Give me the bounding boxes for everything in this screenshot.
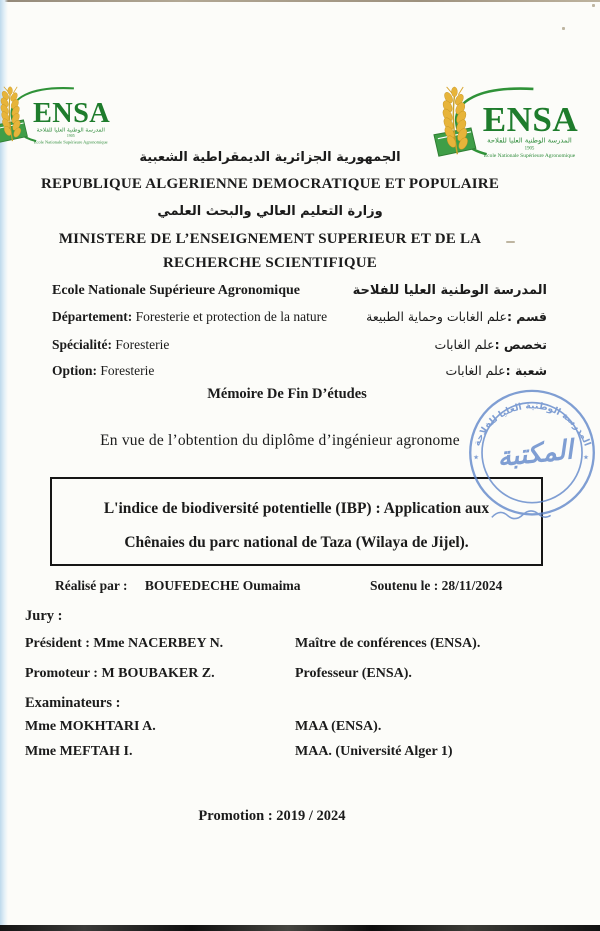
logo-name-french: Ecole Nationale Supérieure Agronomique [483,153,576,160]
examiner-name: Mme MEFTAH I. [25,744,133,759]
author-name: BOUFEDECHE Oumaima [144,578,301,593]
ensa-logo-left [0,86,118,149]
realise-label: Réalisé par : [55,578,128,593]
jury-row [25,636,570,652]
logo-acronym: ENSA [32,98,111,130]
jury-row [25,666,570,682]
ministry-arabic: وزارة التعليم العالي والبحث العلمي [157,204,383,219]
stamp-rim-text: المدرسة الوطنية العليا للفلاحة [471,400,593,448]
option-row [52,362,547,380]
logo-name-arabic: المدرسة الوطنية العليا للفلاحة [36,127,105,134]
examiners-heading: Examinateurs : [25,695,121,711]
speciality-row [52,336,547,354]
school-name-french: Ecole Nationale Supérieure Agronomique [52,283,300,298]
purpose-line: En vue de l’obtention du diplôme d’ingénieur agronome [100,432,460,449]
promotion-line: Promotion : 2019 / 2024 [198,808,346,824]
stamp-star-right: ٭ [583,451,589,464]
examiner-grade: MAA. (Université Alger 1) [295,744,453,759]
logo-acronym: ENSA [482,99,579,139]
logo-year: 1905 [524,146,535,152]
speciality-arabic: تخصص :علم الغابات [434,337,547,352]
examiner-row [25,744,570,760]
examiner-row [25,719,570,735]
examiner-name: Mme MOKHTARI A. [25,719,156,734]
department-french: Département: Foresterie et protection de la nature [52,309,328,324]
scan-artifact [592,4,595,7]
thesis-title-line1: L'indice de biodiversité potentielle (IBP) : Application aux [103,500,490,517]
logo-name-french: Ecole Nationale Supérieure Agronomique [33,139,108,145]
thesis-title-line2: Chênaies du parc national de Taza (Wilaya de Jijel). [124,534,469,551]
jury-heading: Jury : [25,608,63,624]
speciality-french: Spécialité: Foresterie [52,337,170,352]
stamp-star-left: ٭ [473,451,480,464]
stamp-center-text: المكتبة [495,434,575,474]
defense-date: Soutenu le : 28/11/2024 [370,578,503,593]
jury-member: Promoteur : M BOUBAKER Z. [25,666,215,681]
jury-member: Président : Mme NACERBEY N. [25,636,224,651]
author-line [55,578,301,594]
examiner-grade: MAA (ENSA). [295,719,382,734]
school-name-arabic: المدرسة الوطنية العليا للفلاحة [352,283,547,298]
jury-member-grade: Maître de conférences (ENSA). [295,636,481,651]
ministry-french-line1: MINISTERE DE L’ENSEIGNEMENT SUPERIEUR ET DE LA [58,231,482,247]
department-arabic: قسم :علم الغابات وحماية الطبيعة [366,309,547,324]
scan-artifact [562,27,565,30]
ministry-french-line2: RECHERCHE SCIENTIFIQUE [162,255,378,271]
republic-arabic: الجمهورية الجزائرية الديمقراطية الشعبية [139,150,401,165]
jury-member-grade: Professeur (ENSA). [295,666,412,681]
republic-french: REPUBLIQUE ALGERIENNE DEMOCRATIQUE ET POPULAIRE [40,176,500,192]
department-row [52,308,547,326]
scan-edge-bottom [0,925,600,931]
scan-edge-top [0,0,600,2]
thesis-title-box [50,477,543,566]
school-row [52,281,547,299]
memoire-heading: Mémoire De Fin D’études [207,386,367,402]
logo-year: 1905 [66,133,75,139]
option-arabic: شعبة :علم الغابات [445,363,547,378]
logo-name-arabic: المدرسة الوطنية العليا للفلاحة [487,136,572,145]
option-french: Option: Foresterie [52,363,155,378]
